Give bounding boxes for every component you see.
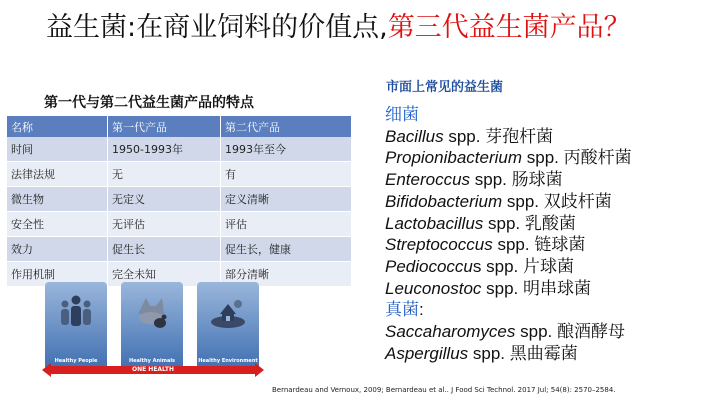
list-item [385, 234, 632, 256]
genus-name: Bifidobacterium [385, 191, 503, 211]
list-item [385, 191, 632, 213]
healthy-environment-card [197, 282, 259, 370]
table-row [7, 187, 351, 212]
genus-name: Streptococcus [385, 235, 493, 255]
table-cell: 部分清晰 [221, 262, 352, 287]
healthy-environment-label: Healthy Environment [198, 358, 258, 364]
people-icon [56, 292, 96, 332]
reference-citation: Bernardeau and Vernoux, 2009; Bernardeau et al.. J Food Sci Technol. 2017 Jul; 54(8): 2570–2584. [272, 386, 616, 394]
fungi-heading: 真菌 [385, 300, 419, 320]
fungi-heading-row [385, 299, 632, 321]
species-desc: s spp. 片球菌 [472, 256, 574, 276]
table-cell: 促生长，健康 [221, 237, 352, 262]
table-cell: 无定义 [108, 187, 221, 212]
column-header: 第二代产品 [221, 116, 352, 137]
table-cell: 微生物 [7, 187, 108, 212]
species-desc: spp. 明串球菌 [481, 278, 591, 298]
genus-name: Enteroccus [385, 170, 471, 190]
genus-name: Lactobacillus [385, 213, 484, 233]
column-header: 名称 [7, 116, 108, 137]
column-header: 第一代产品 [108, 116, 221, 137]
species-desc: spp. 双歧杆菌 [502, 191, 612, 211]
genus-name: Pediococcu [385, 256, 473, 276]
one-health-label: ONE HEALTH [131, 366, 175, 373]
arrow-right-icon [255, 363, 264, 377]
species-desc: spp. 酿酒酵母 [515, 322, 625, 342]
animals-icon [132, 292, 172, 332]
genus-name: Saccaharomyces [385, 322, 516, 342]
table-cell: 法律法规 [7, 162, 108, 187]
list-item [385, 321, 632, 343]
fungi-colon: : [419, 300, 424, 320]
environment-icon [208, 292, 248, 332]
table-header-row [7, 116, 351, 137]
healthy-animals-card [121, 282, 183, 370]
table-row [7, 212, 351, 237]
list-item [385, 256, 632, 278]
table-row [7, 162, 351, 187]
bacteria-heading: 细菌 [385, 105, 419, 124]
common-probiotics-title: 市面上常见的益生菌 [386, 80, 504, 95]
list-item [385, 169, 632, 191]
table-cell: 安全性 [7, 212, 108, 237]
genus-name: Aspergillus [385, 343, 469, 363]
one-health-bar [49, 366, 257, 374]
species-desc: spp. 乳酸菌 [483, 213, 576, 233]
genus-name: Propionibacterium [385, 148, 523, 168]
table-cell: 完全未知 [108, 262, 221, 287]
table-cell: 效力 [7, 237, 108, 262]
table-row [7, 237, 351, 262]
healthy-animals-label: Healthy Animals [128, 358, 176, 364]
genus-name: Leuconostoc [385, 278, 482, 298]
genus-name: Bacillus [385, 126, 444, 146]
species-desc: spp. 链球菌 [492, 235, 586, 255]
list-item [385, 126, 632, 148]
healthy-people-card [45, 282, 107, 370]
probiotics-list [385, 104, 632, 364]
slide-title [46, 10, 631, 46]
species-desc: spp. 芽孢杆菌 [443, 126, 554, 146]
table-cell: 时间 [7, 137, 108, 162]
table-row [7, 137, 351, 162]
table-cell: 无 [108, 162, 221, 187]
table-cell: 促生长 [108, 237, 221, 262]
table-cell: 作用机制 [7, 262, 108, 287]
table-title: 第一代与第二代益生菌产品的特点 [44, 95, 254, 111]
list-item [385, 213, 632, 235]
table-cell: 评估 [221, 212, 352, 237]
table-cell: 无评估 [108, 212, 221, 237]
list-item [385, 278, 632, 300]
healthy-people-label: Healthy People [54, 358, 98, 364]
species-desc: spp. 丙酸杆菌 [522, 148, 632, 168]
table-cell: 有 [221, 162, 352, 187]
one-health-graphic [45, 282, 261, 382]
comparison-table [7, 116, 351, 287]
species-desc: spp. 黑曲霉菌 [468, 343, 578, 363]
table-cell: 1993年至今 [221, 137, 352, 162]
table-cell: 1950-1993年 [108, 137, 221, 162]
title-main: 益生菌:在商业饲料的价值点, [46, 12, 388, 43]
list-item [385, 147, 632, 169]
list-item [385, 343, 632, 365]
species-desc: spp. 肠球菌 [470, 170, 563, 190]
table-cell: 定义清晰 [221, 187, 352, 212]
title-highlight: 第三代益生菌产品？ [387, 12, 631, 43]
